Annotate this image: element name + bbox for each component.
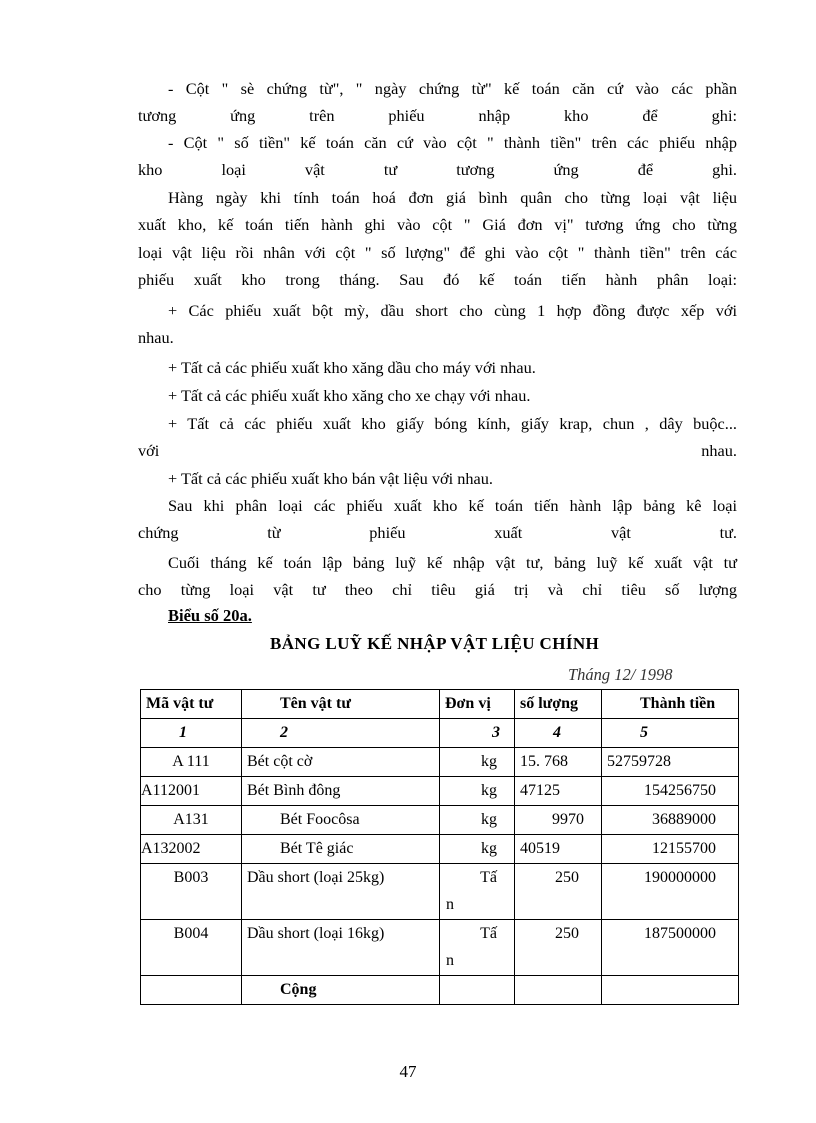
cell-amount: 36889000 [602, 806, 739, 835]
materials-table [140, 689, 739, 1005]
cell-code: A131 [141, 806, 242, 835]
col-number: 1 [141, 719, 242, 748]
cell-code: B003 [141, 864, 242, 920]
cell-empty [515, 976, 602, 1005]
paragraph-line: cho từng loại vật tư theo chỉ tiêu giá trị và chỉ tiêu số lượng [138, 580, 737, 600]
header-amount: Thành tiền [602, 690, 739, 719]
cell-qty: 9970 [515, 806, 602, 835]
page-number: 47 [399, 1062, 417, 1081]
cell-unit [440, 864, 515, 920]
cell-name: Bét Tê giác [242, 835, 440, 864]
paragraph-line: + Tất cả các phiếu xuất kho xăng dầu cho máy với nhau. [168, 358, 536, 377]
table-row [141, 806, 739, 835]
paragraph-line: + Tất cả các phiếu xuất kho bán vật liệu với nhau. [168, 469, 493, 488]
paragraph-line: + Tất cả các phiếu xuất kho giấy bóng kính, giấy krap, chun , dây buộc... [168, 414, 737, 433]
table-row [141, 920, 739, 976]
cell-empty [602, 976, 739, 1005]
cell-qty: 250 [515, 920, 602, 976]
cell-code: A 111 [141, 748, 242, 777]
paragraph-3 [138, 184, 737, 293]
paragraph-10 [138, 549, 737, 604]
paragraph-5 [138, 354, 737, 381]
paragraph-line: tương ứng trên phiếu nhập kho để ghi: [138, 106, 737, 126]
table-row [141, 864, 739, 920]
paragraph-line: - Cột " số tiền" kế toán căn cứ vào cột " thành tiền" trên các phiếu nhập [168, 133, 737, 152]
paragraph-line: Hàng ngày khi tính toán hoá đơn giá bình quân cho từng loại vật liệu [168, 188, 737, 207]
cell-amount: 52759728 [602, 748, 739, 777]
paragraph-4 [138, 297, 737, 352]
cell-name: Bét Foocôsa [242, 806, 440, 835]
header-qty: số lượng [515, 690, 602, 719]
header-unit: Đơn vị [440, 690, 515, 719]
table-row [141, 748, 739, 777]
cell-name: Bét Bình đông [242, 777, 440, 806]
cell-unit-line: Tấ [480, 869, 497, 886]
paragraph-7 [138, 410, 737, 465]
paragraph-line: chứng từ phiếu xuất vật tư. [138, 523, 737, 543]
cell-unit: kg [440, 835, 515, 864]
cell-code: B004 [141, 920, 242, 976]
paragraph-line: + Tất cả các phiếu xuất kho xăng cho xe chạy với nhau. [168, 386, 531, 405]
paragraph-line: kho loại vật tư tương ứng để ghi. [138, 160, 737, 180]
cell-unit-line: n [446, 952, 454, 969]
col-number: 4 [515, 719, 602, 748]
cell-unit: kg [440, 748, 515, 777]
paragraph-line: xuất kho, kế toán tiến hành ghi vào cột " Giá đơn vị" tương ứng cho từng [138, 215, 737, 235]
paragraph-line: Cuối tháng kế toán lập bảng luỹ kế nhập vật tư, bảng luỹ kế xuất vật tư [168, 553, 737, 572]
paragraph-6 [138, 382, 737, 409]
paragraph-2 [138, 129, 737, 184]
paragraph-line: Sau khi phân loại các phiếu xuất kho kế toán tiến hành lập bảng kê loại [168, 496, 737, 515]
paragraph-line: với nhau. [138, 441, 737, 461]
paragraph-8 [138, 465, 737, 492]
header-name: Tên vật tư [242, 690, 440, 719]
cell-amount: 187500000 [602, 920, 739, 976]
cell-unit-line: n [446, 896, 454, 913]
table-title: BẢNG LUỸ KẾ NHẬP VẬT LIỆU CHÍNH [270, 634, 600, 653]
header-code: Mã vật tư [141, 690, 242, 719]
paragraph-line: nhau. [138, 328, 174, 348]
cell-qty: 40519 [515, 835, 602, 864]
cell-qty: 250 [515, 864, 602, 920]
cell-code: A132002 [141, 835, 242, 864]
table-row [141, 835, 739, 864]
table-number-row [141, 719, 739, 748]
paragraph-line: loại vật liệu rồi nhân với cột " số lượng" để ghi vào cột " thành tiền" trên các [138, 242, 737, 262]
cell-amount: 154256750 [602, 777, 739, 806]
schedule-label: Biểu số 20a. [168, 606, 252, 625]
table-total-row [141, 976, 739, 1005]
table-row [141, 777, 739, 806]
total-label: Cộng [242, 976, 440, 1005]
cell-unit-line: Tấ [480, 925, 497, 942]
cell-unit: kg [440, 777, 515, 806]
cell-amount: 12155700 [602, 835, 739, 864]
cell-empty [440, 976, 515, 1005]
paragraph-9 [138, 492, 737, 547]
cell-empty [141, 976, 242, 1005]
cell-qty: 47125 [515, 777, 602, 806]
cell-amount: 190000000 [602, 864, 739, 920]
cell-name: Dầu short (loại 25kg) [242, 864, 440, 920]
cell-code: A112001 [141, 777, 242, 806]
cell-unit: kg [440, 806, 515, 835]
paragraph-line: + Các phiếu xuất bột mỳ, dầu short cho cùng 1 hợp đồng được xếp với [168, 301, 737, 320]
cell-name: Dầu short (loại 16kg) [242, 920, 440, 976]
paragraph-line: - Cột " sè chứng từ", " ngày chứng từ" kế toán căn cứ vào các phần [168, 79, 737, 98]
cell-qty: 15. 768 [515, 748, 602, 777]
col-number: 2 [242, 719, 440, 748]
table-month: Tháng 12/ 1998 [568, 665, 673, 684]
cell-unit [440, 920, 515, 976]
paragraph-line: phiếu xuất kho trong tháng. Sau đó kế toán tiến hành phân loại: [138, 269, 737, 289]
table-header-row [141, 690, 739, 719]
col-number: 3 [440, 719, 515, 748]
paragraph-1 [138, 75, 737, 130]
cell-name: Bét cột cờ [242, 748, 440, 777]
col-number: 5 [602, 719, 739, 748]
